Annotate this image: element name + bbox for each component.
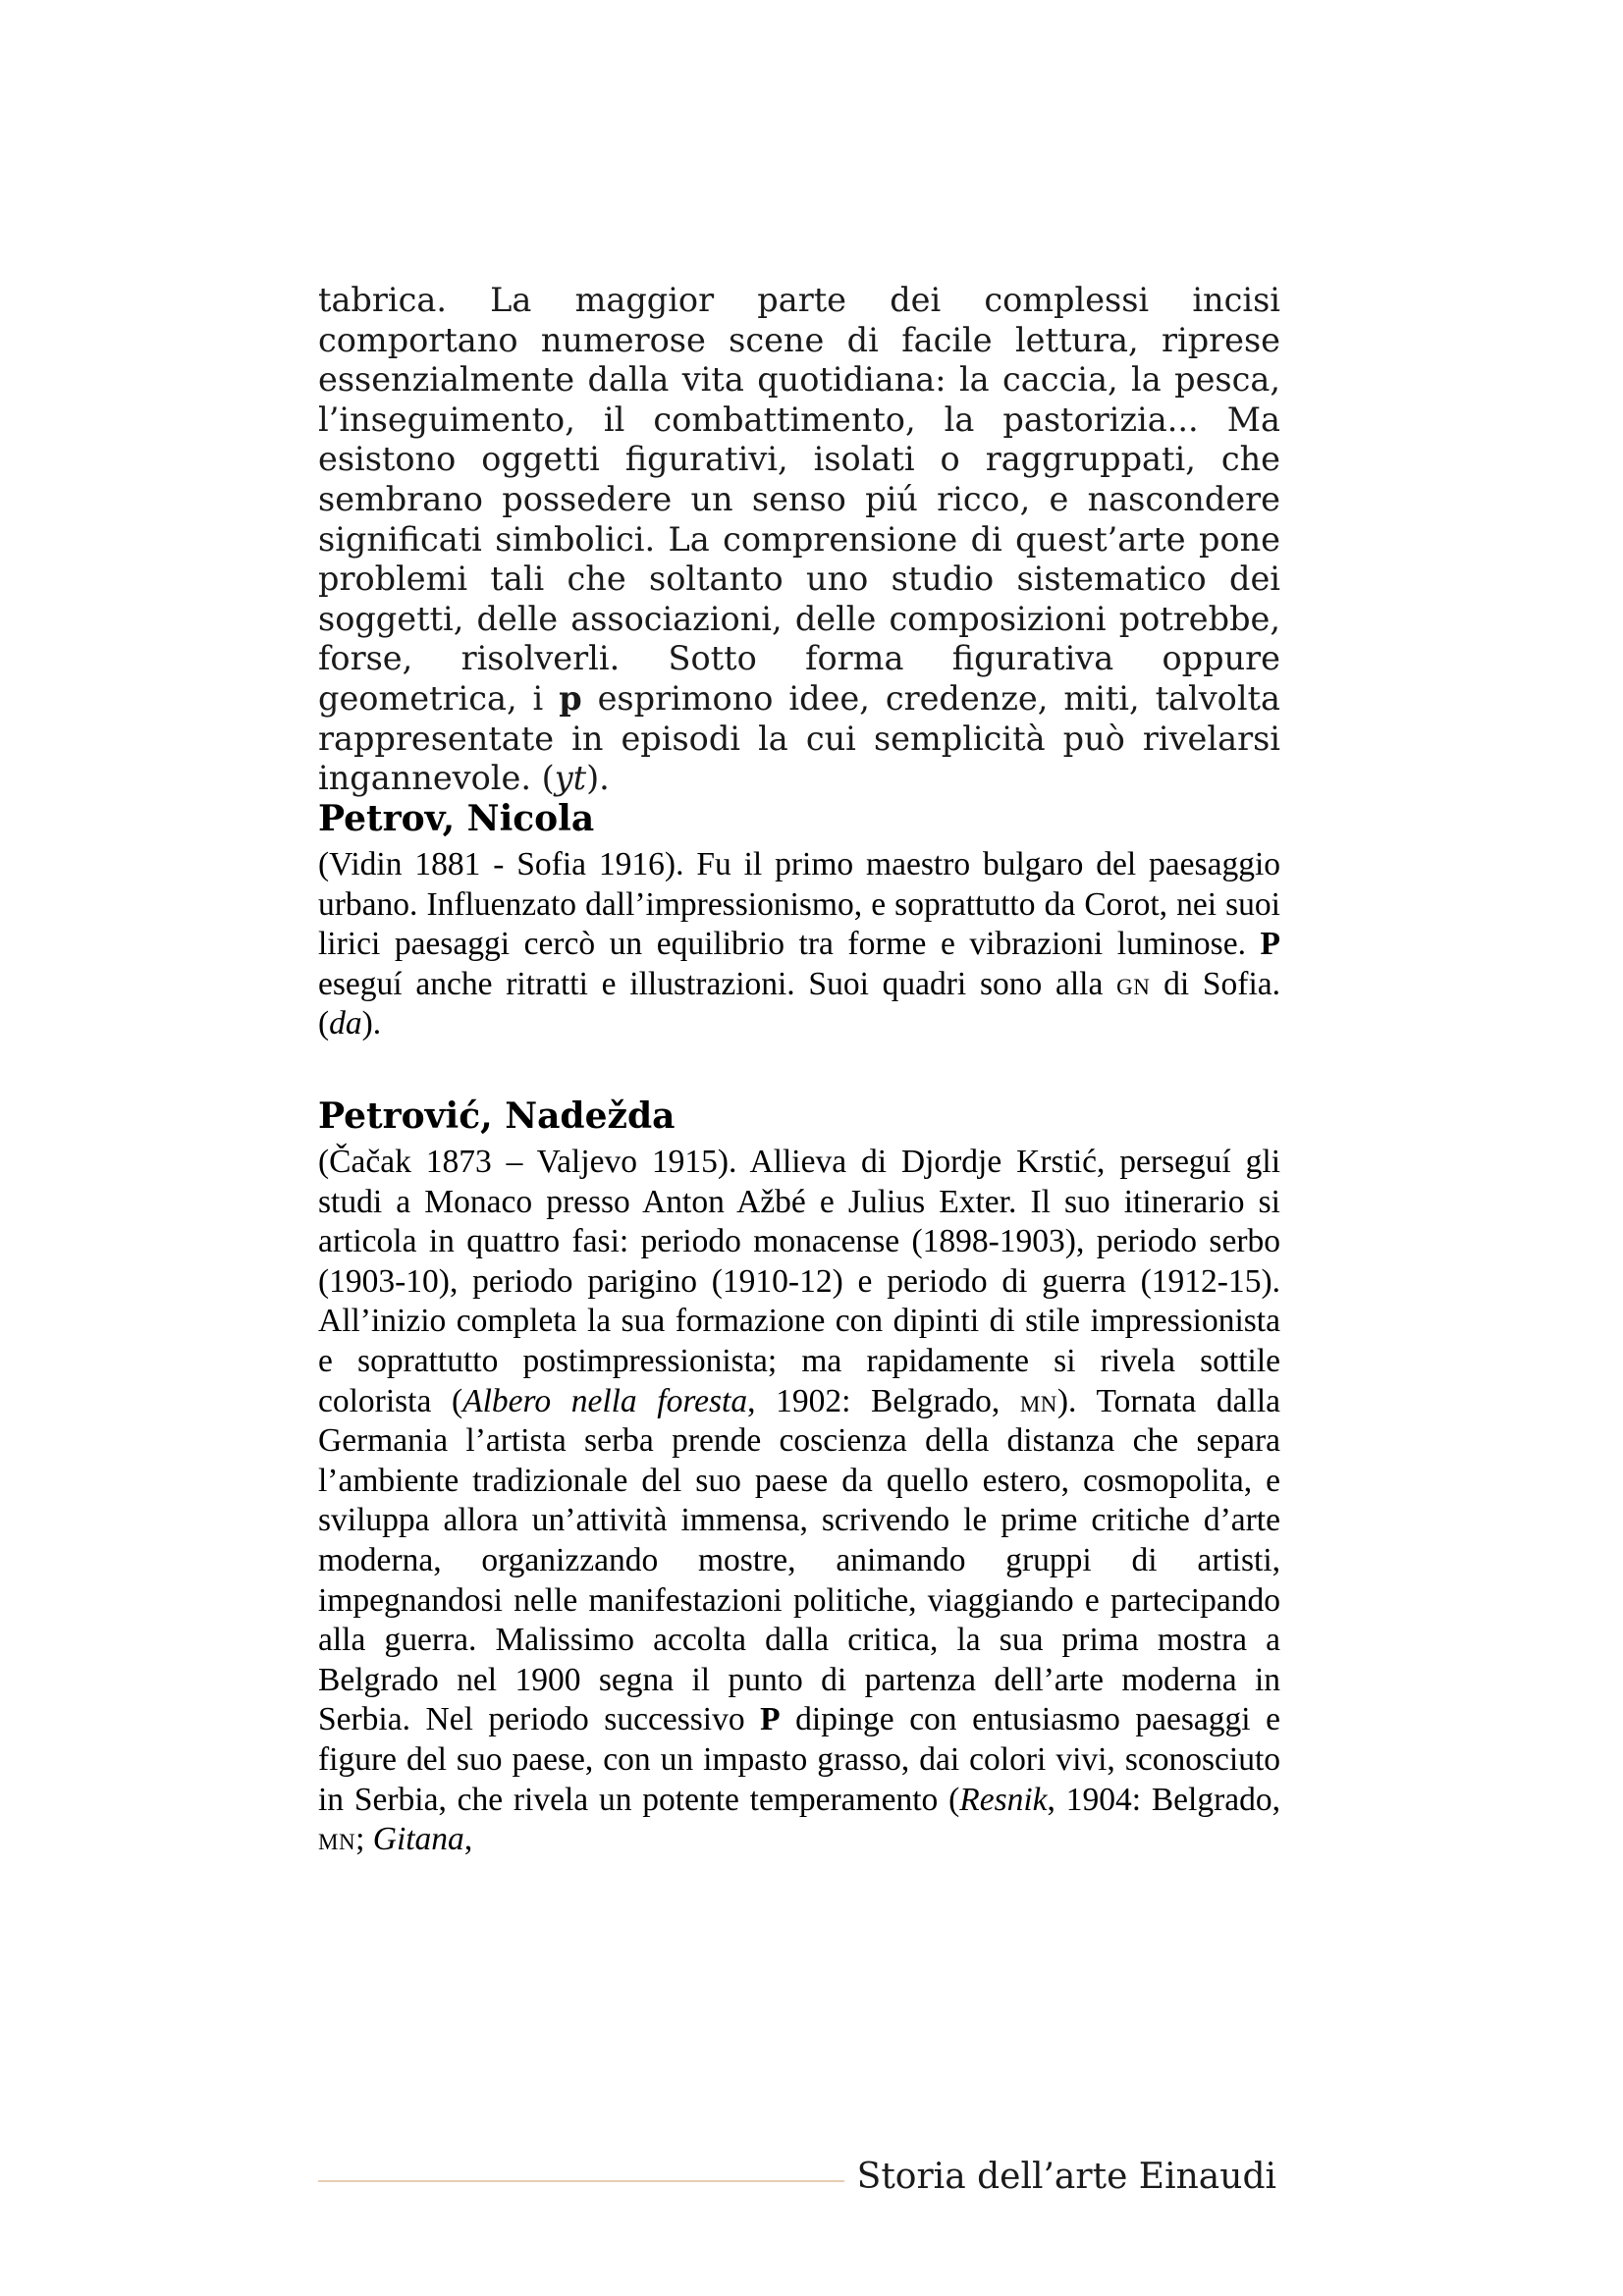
- continuation-paragraph: [318, 281, 1280, 799]
- entry-text: , 1902: Belgrado,: [747, 1382, 1020, 1419]
- work-title: Resnik: [959, 1781, 1048, 1818]
- entry-body-petrov: [318, 845, 1280, 1044]
- author-initials: yt: [554, 759, 587, 798]
- paragraph-end: ).: [361, 1005, 382, 1042]
- entry-text: dipinge con entusiasmo paesaggi e figure del suo paese, con un impasto grasso, dai colori vivi, sconosciuto in Serbia, che rivela un potente temperamento (: [318, 1701, 1281, 1818]
- author-initials: da: [329, 1005, 362, 1042]
- entry-heading-petrov: Petrov, Nicola: [318, 798, 595, 839]
- museum-abbreviation: mn: [318, 1821, 356, 1858]
- work-title: Albero nella foresta: [462, 1382, 748, 1419]
- museum-abbreviation: mn: [1019, 1382, 1057, 1419]
- bold-abbreviation: P: [1260, 926, 1280, 963]
- entry-text: eseguí anche ritratti e illustrazioni. Suoi quadri sono alla: [318, 965, 1117, 1002]
- page: [318, 281, 1280, 799]
- continuation-text: tabrica. La maggior parte dei complessi incisi comportano numerose scene di facile lettura, riprese essenzialmente dalla vita quotidiana: la caccia, la pesca, l’inseguimento, il combattimento, la pastorizia... Ma esistono oggetti figurativi, isolati o raggruppati, che sembrano possedere un senso piú ricco, e nascondere significati simbolici. La comprensione di quest’arte pone problemi tali che soltanto uno studio sistematico dei soggetti, delle associazioni, delle composizioni potrebbe, forse, risolverli. Sotto forma figurativa oppure geometrica, i: [318, 281, 1280, 718]
- footer-title: Storia dell’arte Einaudi: [856, 2157, 1276, 2197]
- entry-text: di Sofia. (: [318, 965, 1280, 1042]
- entry-text: (Čačak 1873 – Valjevo 1915). Allieva di Djordje Krstić, perseguí gli studi a Monaco presso Anton Ažbé e Julius Exter. Il suo itinerario si articola in quattro fasi: periodo monacense (1898-1903), periodo serbo (1903-10), periodo parigino (1910-12) e periodo di guerra (1912-15). All’inizio completa la sua formazione con dipinti di stile impressionista e soprattutto postimpressionista; ma rapidamente si rivela sottile colorista (: [318, 1144, 1280, 1419]
- museum-abbreviation: gn: [1116, 965, 1151, 1002]
- entry-text: ;: [355, 1821, 373, 1858]
- continuation-text-after: esprimono idee, credenze, miti, talvolta rappresentate in episodi la cui semplicità può rivelarsi ingannevole. (: [318, 678, 1280, 798]
- work-title: Gitana: [372, 1821, 464, 1858]
- entry-text: , 1904: Belgrado,: [1047, 1781, 1280, 1818]
- entry-text: ). Tornata dalla Germania l’artista serba prende coscienza della distanza che separa l’ambiente tradizionale del suo paese da quello estero, cosmopolita, e sviluppa allora un’attività immensa, scrivendo le prime critiche d’arte moderna, organizzando mostre, animando gruppi di artisti, impegnandosi nelle manifestazioni politiche, viaggiando e partecipando alla guerra. Malissimo accolta dalla critica, la sua prima mostra a Belgrado nel 1900 segna il punto di partenza dell’arte moderna in Serbia. Nel periodo successivo: [318, 1382, 1281, 1738]
- entry-text: ,: [463, 1821, 473, 1858]
- entry-body-petrovic: [318, 1143, 1280, 1860]
- entry-text: (Vidin 1881 - Sofia 1916). Fu il primo maestro bulgaro del paesaggio urbano. Influenzato dall’impressionismo, e soprattutto da Corot, nei suoi lirici paesaggi cercò un equilibrio tra forme e vibrazioni luminose.: [318, 846, 1280, 963]
- bold-abbreviation: P: [760, 1701, 781, 1738]
- paragraph-end: ).: [586, 759, 610, 798]
- bold-abbreviation: p: [559, 678, 582, 718]
- entry-heading-petrovic: Petrović, Nadežda: [318, 1095, 676, 1137]
- footer-rule: [318, 2180, 844, 2182]
